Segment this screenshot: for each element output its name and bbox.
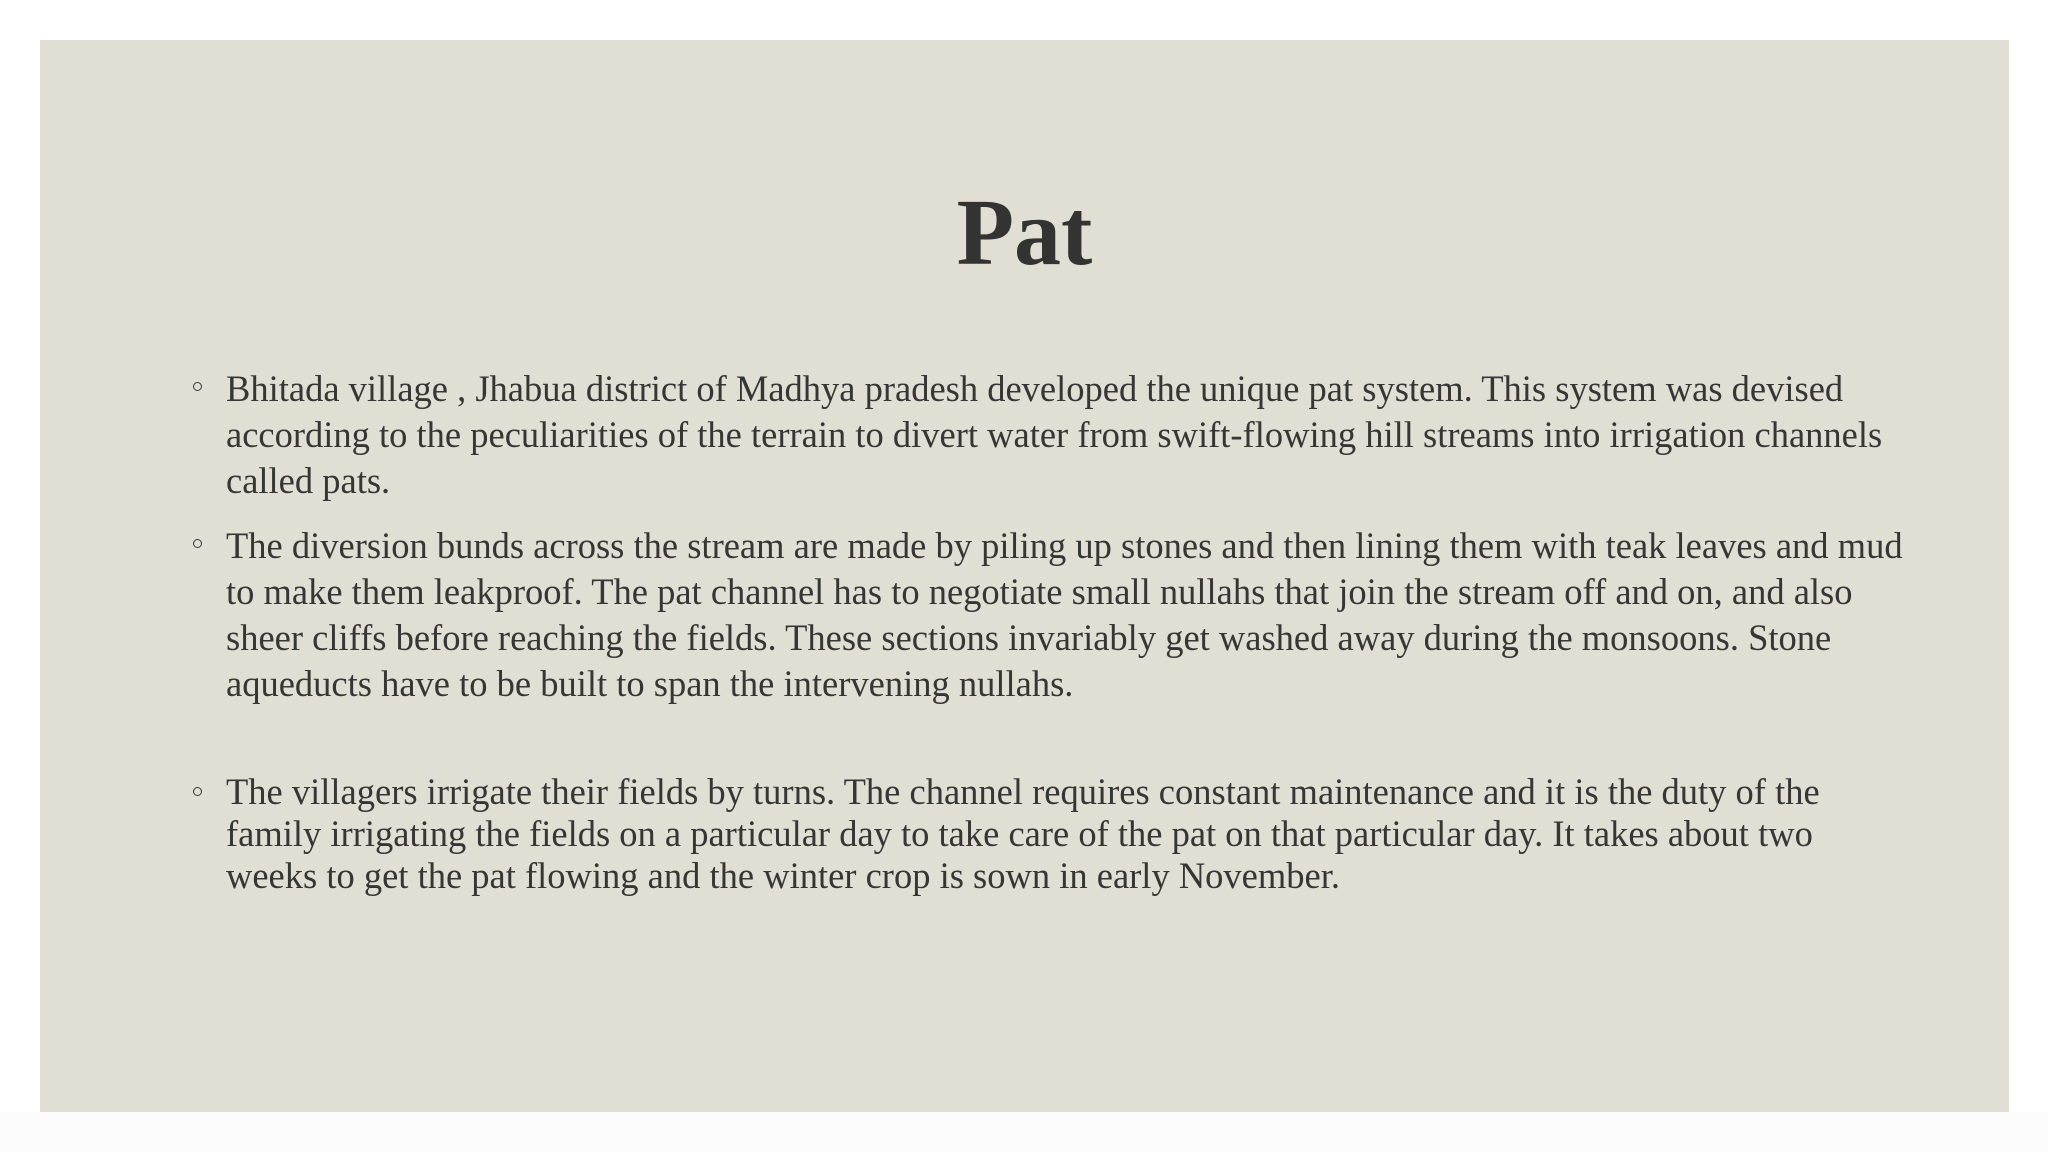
bullet-text: The villagers irrigate their fields by turns. The channel requires constant maintenance and it is the duty of the family irrigating the fields on a particular day to take care of the pat on that particular day. It takes about two weeks to get the pat flowing and the winter crop is sown in early November.: [226, 771, 1820, 896]
page-margin: [0, 1112, 2048, 1152]
hollow-circle-bullet-icon: [193, 787, 202, 796]
bullet-item-2: [226, 523, 1906, 707]
hollow-circle-bullet-icon: [193, 382, 202, 391]
bullet-text: The diversion bunds across the stream are made by piling up stones and then lining them with teak leaves and mud to make them leakproof. The pat channel has to negotiate small nullahs that join the stream off and on, and also sheer cliffs before reaching the fields. These sections invariably get washed away during the monsoons. Stone aqueducts have to be built to span the intervening nullahs.: [226, 525, 1903, 704]
bullet-item-1: [226, 366, 1906, 504]
slide-title: Pat: [956, 181, 1093, 285]
bullet-item-3: [226, 771, 1906, 897]
bullet-list: [226, 366, 1906, 897]
hollow-circle-bullet-icon: [193, 539, 202, 548]
bullet-text: Bhitada village , Jhabua district of Madhya pradesh developed the unique pat system. This system was devised according to the peculiarities of the terrain to divert water from swift-flowing hill streams into irrigation channels called pats.: [226, 368, 1883, 501]
slide: [40, 40, 2009, 1112]
